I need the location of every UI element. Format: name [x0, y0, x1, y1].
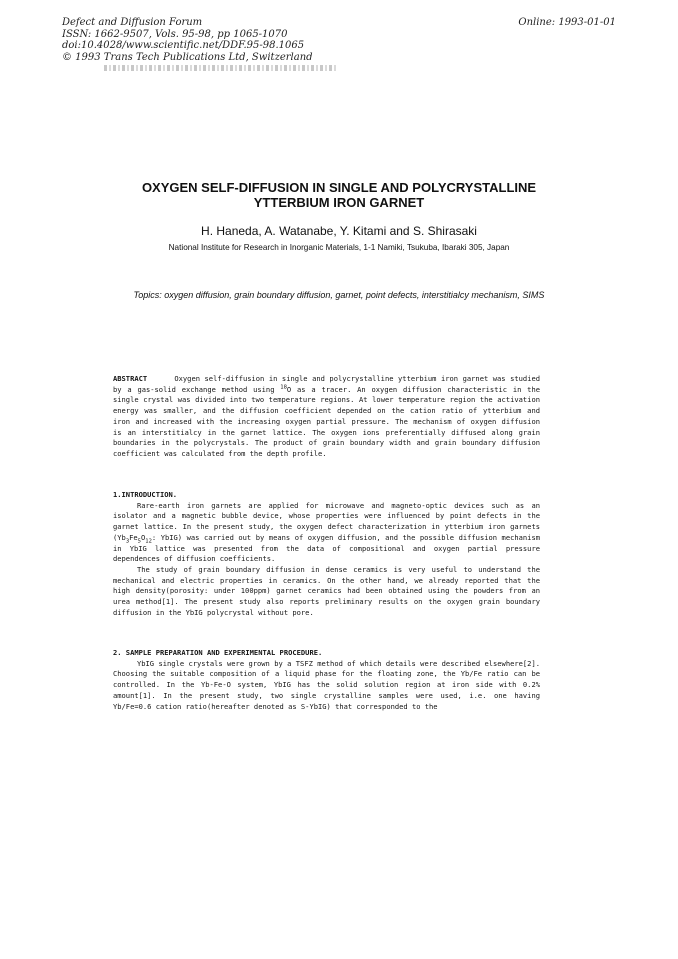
abstract-label: ABSTRACT — [113, 374, 148, 383]
intro-heading: 1.INTRODUCTION. — [113, 490, 178, 499]
affiliation: National Institute for Research in Inorganic Materials, 1-1 Namiki, Tsukuba, Ibaraki 305, Japan — [168, 243, 510, 252]
intro-p1-a: Rare-earth iron garnets are applied for microwave and magneto-optic devices such as an isolator and a magnetic bubble device, whose properties were influenced by point defects in the garnet lattice. In the present study, the oxygen defect characterization in ytterbium iron garnets (Yb — [113, 500, 540, 542]
journal-header — [62, 17, 313, 63]
abstract-text-a: Oxygen self-diffusion in single and polycrystalline ytterbium iron garnet was studied by a gas-solid exchange method using — [113, 374, 541, 394]
doi-line[interactable]: doi:10.4028/www.scientific.net/DDF.95-98.1065 — [62, 40, 305, 51]
section-2-heading: 2. SAMPLE PREPARATION AND EXPERIMENTAL PROCEDURE. — [113, 648, 323, 657]
online-date: Online: 1993-01-01 — [518, 17, 616, 28]
introduction-section — [113, 490, 540, 618]
formula-sub-yb: 3 — [125, 538, 130, 545]
isotope-mass: 18 — [280, 384, 287, 391]
section-2 — [113, 648, 540, 712]
paper-title-line-2: YTTERBIUM IRON GARNET — [253, 195, 425, 210]
formula-sub-o: 12 — [145, 538, 152, 545]
journal-name: Defect and Diffusion Forum — [62, 17, 203, 28]
paper-title-line-1: OXYGEN SELF-DIFFUSION IN SINGLE AND POLYCRYSTALLINE — [141, 180, 537, 195]
intro-p1-c: O — [140, 532, 146, 542]
intro-p1-d: : YbIG) was carried out by means of oxygen diffusion, and the possible diffusion mechanism in YbIG lattice was presented from the data of compositional and oxygen partial pressure dependences of diffusion coefficients. — [113, 532, 540, 564]
author-list: H. Haneda, A. Watanabe, Y. Kitami and S. Shirasaki — [201, 224, 477, 238]
intro-paragraph-2: The study of grain boundary diffusion in dense ceramics is very useful to understand the mechanical and electric properties in ceramics. On the other hand, we already reported that the high density(porosity: under 100ppm) garnet ceramics had been obtained using the powders from an urea method[1]. The present study also reports preliminary results on the oxygen grain boundary diffusion in the YbIG polycrystal without pore. — [113, 564, 540, 617]
copyright-line: © 1993 Trans Tech Publications Ltd, Switzerland — [62, 51, 313, 63]
abstract — [113, 374, 540, 460]
abstract-text-b: O as a tracer. An oxygen diffusion characteristic in the single crystal was divided into two temperature regions. At lower temperature region the activation energy was smaller, and the diffusion coefficient depended on the cation ratio of ytterbium and iron and increased with the increasing oxygen partial pressure. The mechanism of oxygen diffusion is an interstitialcy in the garnet lattice. The oxygen ions preferentially diffused along grain boundaries in the polycrystals. The product of grain boundary width and grain boundary diffusion coefficient was calculated from the depth profile. — [113, 384, 540, 458]
topics-line: Topics: oxygen diffusion, grain boundary diffusion, garnet, point defects, interstitialcy mechanism, SIMS — [133, 290, 545, 300]
intro-p1-b: Fe — [129, 532, 138, 542]
scan-artifact-strip — [104, 65, 338, 71]
issn-line: ISSN: 1662-9507, Vols. 95-98, pp 1065-1070 — [62, 28, 288, 40]
intro-paragraph-1 — [113, 501, 540, 565]
section-2-paragraph-1: YbIG single crystals were grown by a TSFZ method of which details were described elsewhere[2]. Choosing the suitable composition of a liquid phase for the floating zone, the Yb/Fe ratio can be controlled. In the Yb-Fe-O system, YbIG has the solid solution region at iron side with 0.2% amount[1]. In the present study, two single crystalline samples were used, i.e. one having Yb/Fe=0.6 cation ratio(hereafter denoted as S-YbIG) that corresponded to the — [113, 658, 540, 711]
formula-sub-fe: 5 — [137, 538, 141, 545]
